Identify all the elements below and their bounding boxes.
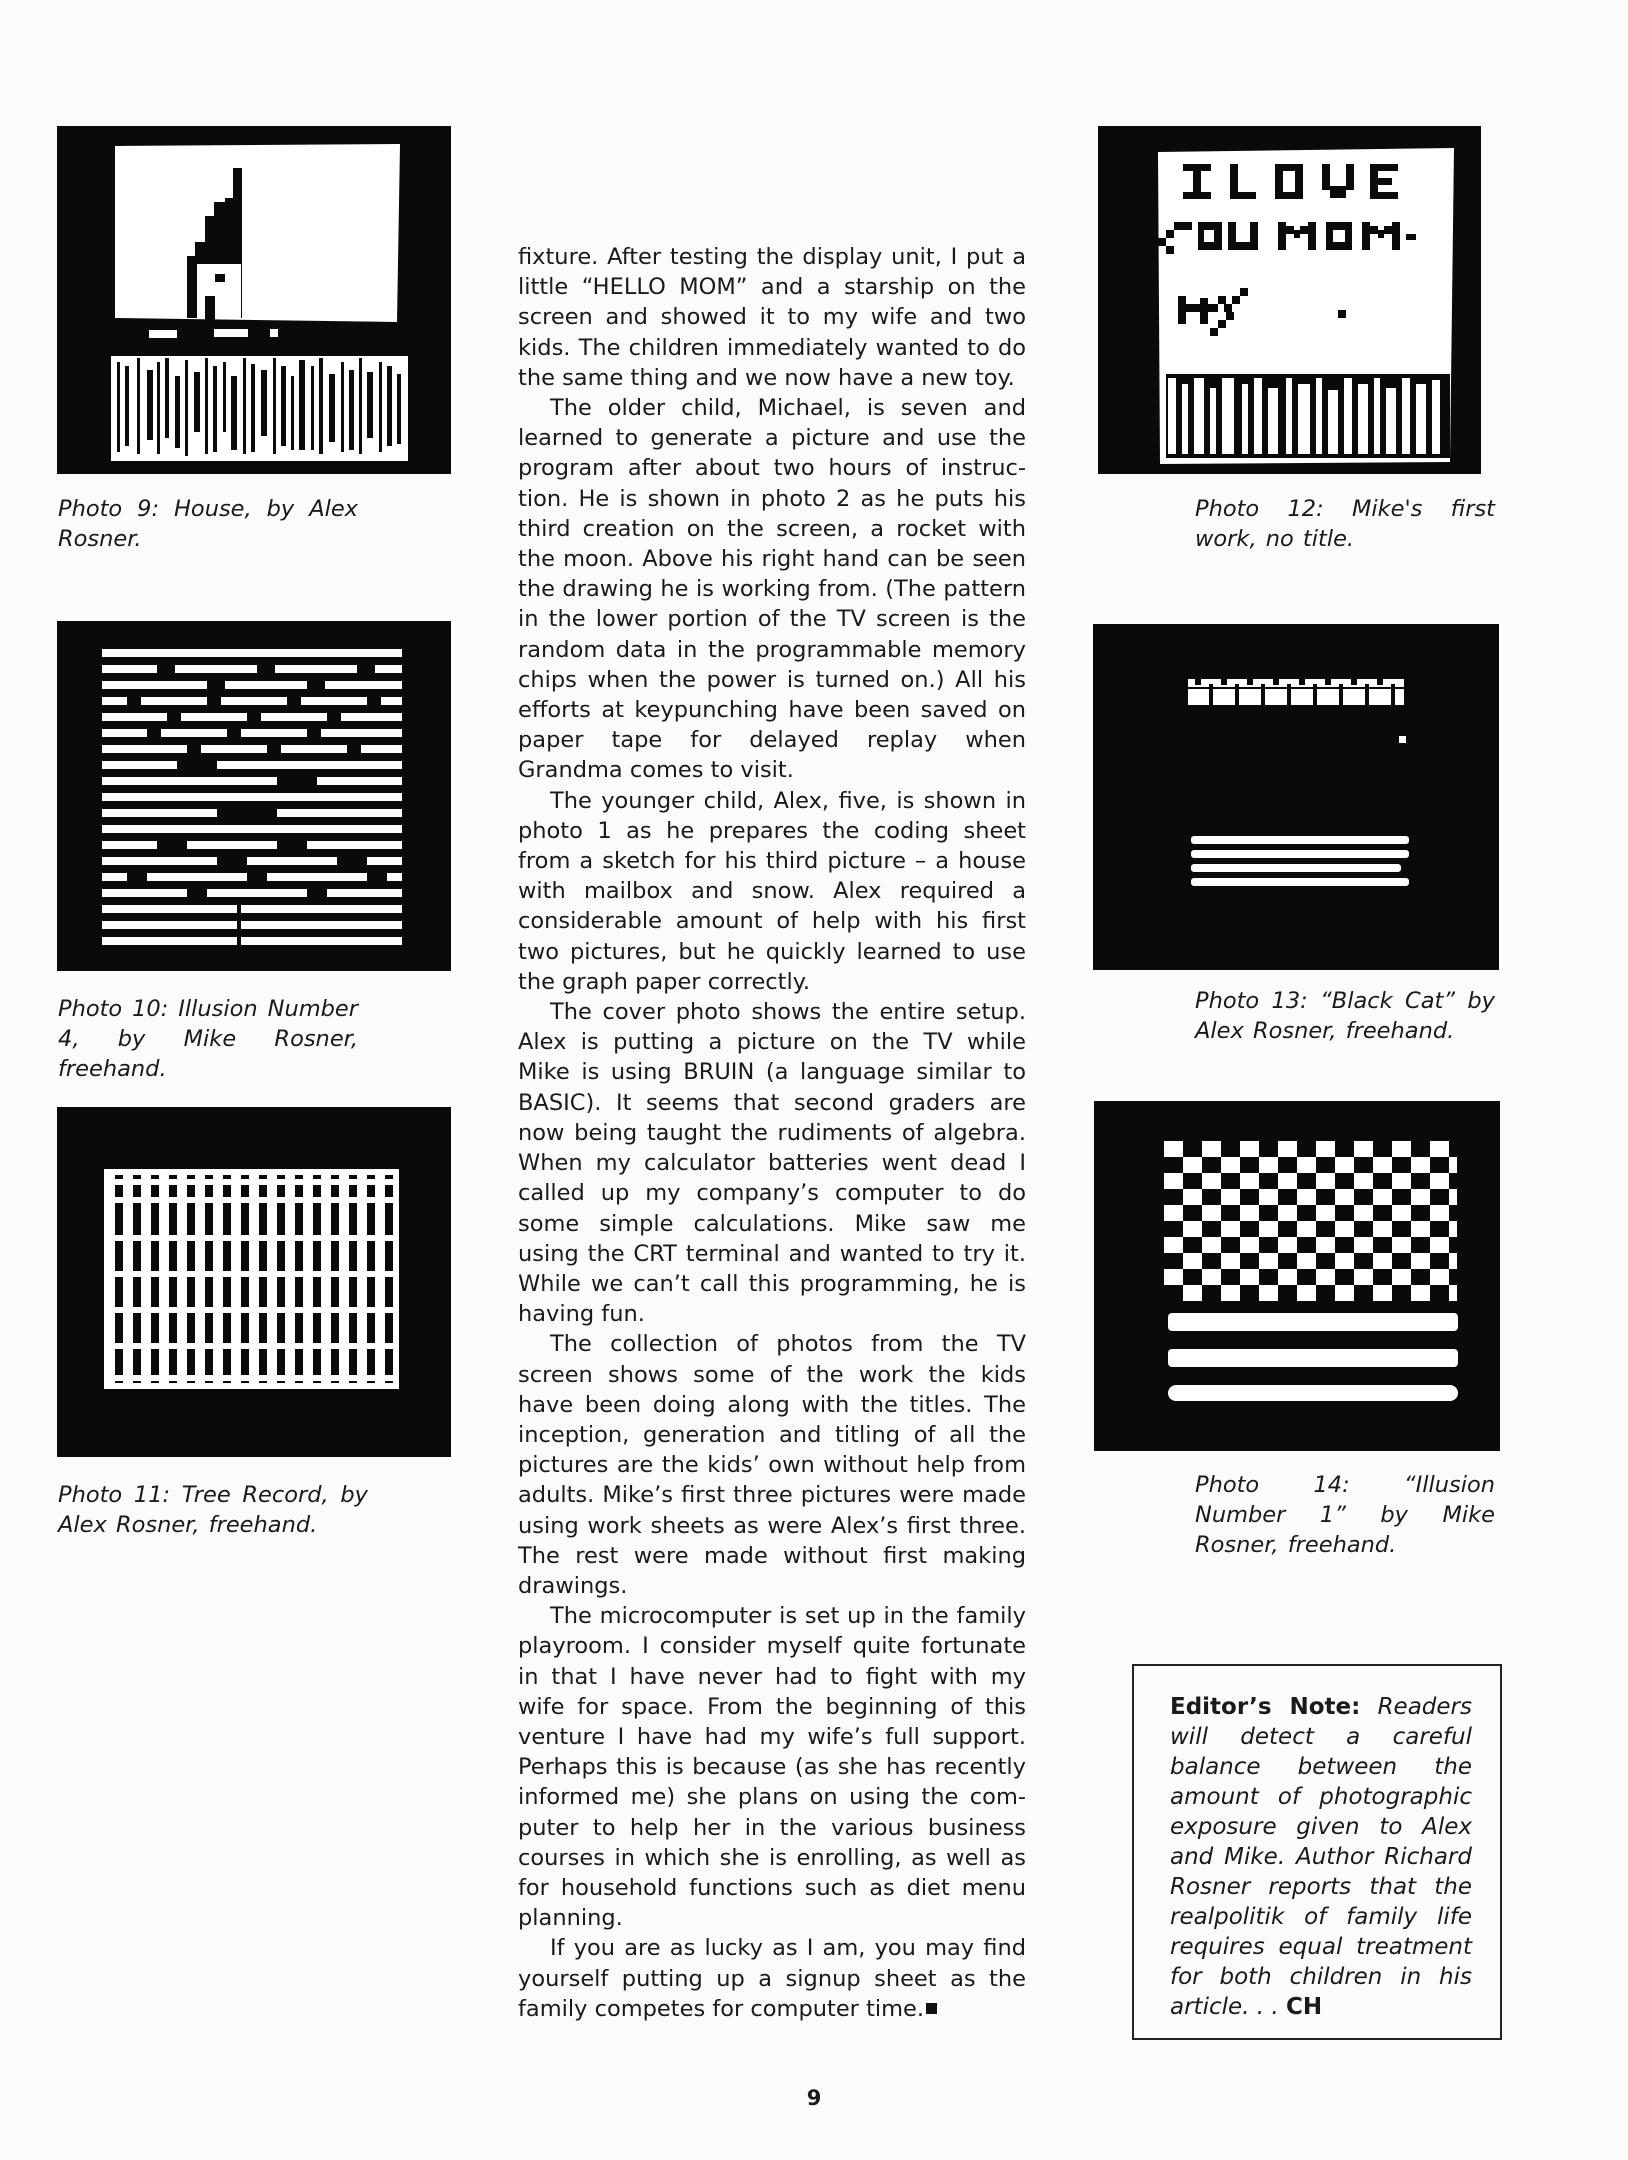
photo-13-black-cat-image	[1093, 624, 1499, 970]
article-paragraph: The cover photo shows the entire setup. Alex is putting a picture on the TV while Mike is using BRUIN (a language similar to BASIC). It seems that second graders are now being taught the rudiments of algebra. When my calculator batteries went dead I called up my company’s computer to do some simple calculations. Mike saw me using the CRT terminal and wanted to try it. While we can’t call this programming, he is having fun.	[518, 999, 1026, 1328]
photo-13-caption: Photo 13: “Black Cat” by Alex Rosner, freehand.	[1195, 988, 1495, 1044]
i-love-you-mom-picture-icon	[1098, 126, 1481, 474]
photo-10-caption: Photo 10: Illusion Number 4, by Mike Rosner, freehand.	[58, 996, 358, 1082]
photo-9-caption: Photo 9: House, by Alex Rosner.	[58, 496, 358, 552]
editors-note-label: Editor’s Note:	[1170, 1694, 1361, 1720]
editors-note-signature: CH	[1286, 1994, 1323, 2020]
photo-10-illusion-number-4-image	[57, 621, 451, 971]
black-cat-picture-icon	[1093, 624, 1499, 970]
photo-12-i-love-you-mom-image	[1098, 126, 1481, 474]
tree-record-pattern-icon	[57, 1107, 451, 1457]
illusion-pattern-icon	[57, 621, 451, 971]
editors-note-text: Readers will detect a careful balance between the amount of photographic exposure given to Alex and Mike. Author Richard Rosner reports that the realpolitik of family life requires equal treatment for both children in his article. . .	[1170, 1694, 1472, 2020]
photo-14-illusion-number-1-image	[1094, 1101, 1500, 1451]
checkerboard-illusion-icon	[1094, 1101, 1500, 1451]
photo-11-caption: Photo 11: Tree Record, by Alex Rosner, freehand.	[58, 1482, 368, 1538]
page-number: 9	[806, 2086, 822, 2110]
photo-12-caption: Photo 12: Mike's first work, no title.	[1195, 496, 1495, 552]
article-final-text: If you are as lucky as I am, you may find yourself putting up a signup sheet as the family competes for computer time.	[518, 1935, 1026, 2022]
house-picture-icon	[57, 126, 451, 474]
article-paragraph: The older child, Michael, is seven and learned to generate a picture and use the program after about two hours of instruction. He is shown in photo 2 as he puts his third creation on the screen, a rocket with the moon. Above his right hand can be seen the drawing he is working from. (The pattern in the lower portion of the TV screen is the random data in the programmable memory chips when the power is turned on.) All his efforts at keypunching have been saved on paper tape for delayed replay when Grandma comes to visit.	[518, 395, 1026, 784]
article-paragraph: The microcomputer is set up in the family playroom. I consider myself quite fortunate in that I have never had to fight with my wife for space. From the beginning of this venture I have had my wife’s full support. Perhaps this is because (as she has recently informed me) she plans on using the computer to help her in the various business courses in which she is enrolling, as well as for household functions such as diet menu planning.	[518, 1603, 1026, 1932]
editors-note-box	[1132, 1664, 1502, 2040]
article-paragraph: The collection of photos from the TV screen shows some of the work the kids have been doing along with the titles. The inception, generation and titling of all the pictures are the kids’ own without help from adults. Mike’s first three pictures were made using work sheets as were Alex’s first three. The rest were made without first making drawings.	[518, 1331, 1026, 1599]
end-of-article-icon	[926, 2003, 937, 2014]
article-paragraph: The younger child, Alex, five, is shown in photo 1 as he prepares the coding sheet from a sketch for his third picture – a house with mailbox and snow. Alex required a considerable amount of help with his first two pictures, but he quickly learned to use the graph paper correctly.	[518, 787, 1026, 995]
photo-11-tree-record-image	[57, 1107, 451, 1457]
article-paragraph-final	[518, 1933, 1026, 2024]
article-body	[518, 242, 1026, 2024]
photo-9-house-image	[57, 126, 451, 474]
photo-14-caption: Photo 14: “Illusion Number 1” by Mike Rosner, freehand.	[1195, 1472, 1495, 1558]
article-paragraph: fixture. After testing the display unit, I put a little “HELLO MOM” and a starship on the screen and showed it to my wife and two kids. The children immediately wanted to do the same thing and we now have a new toy.	[518, 244, 1026, 391]
